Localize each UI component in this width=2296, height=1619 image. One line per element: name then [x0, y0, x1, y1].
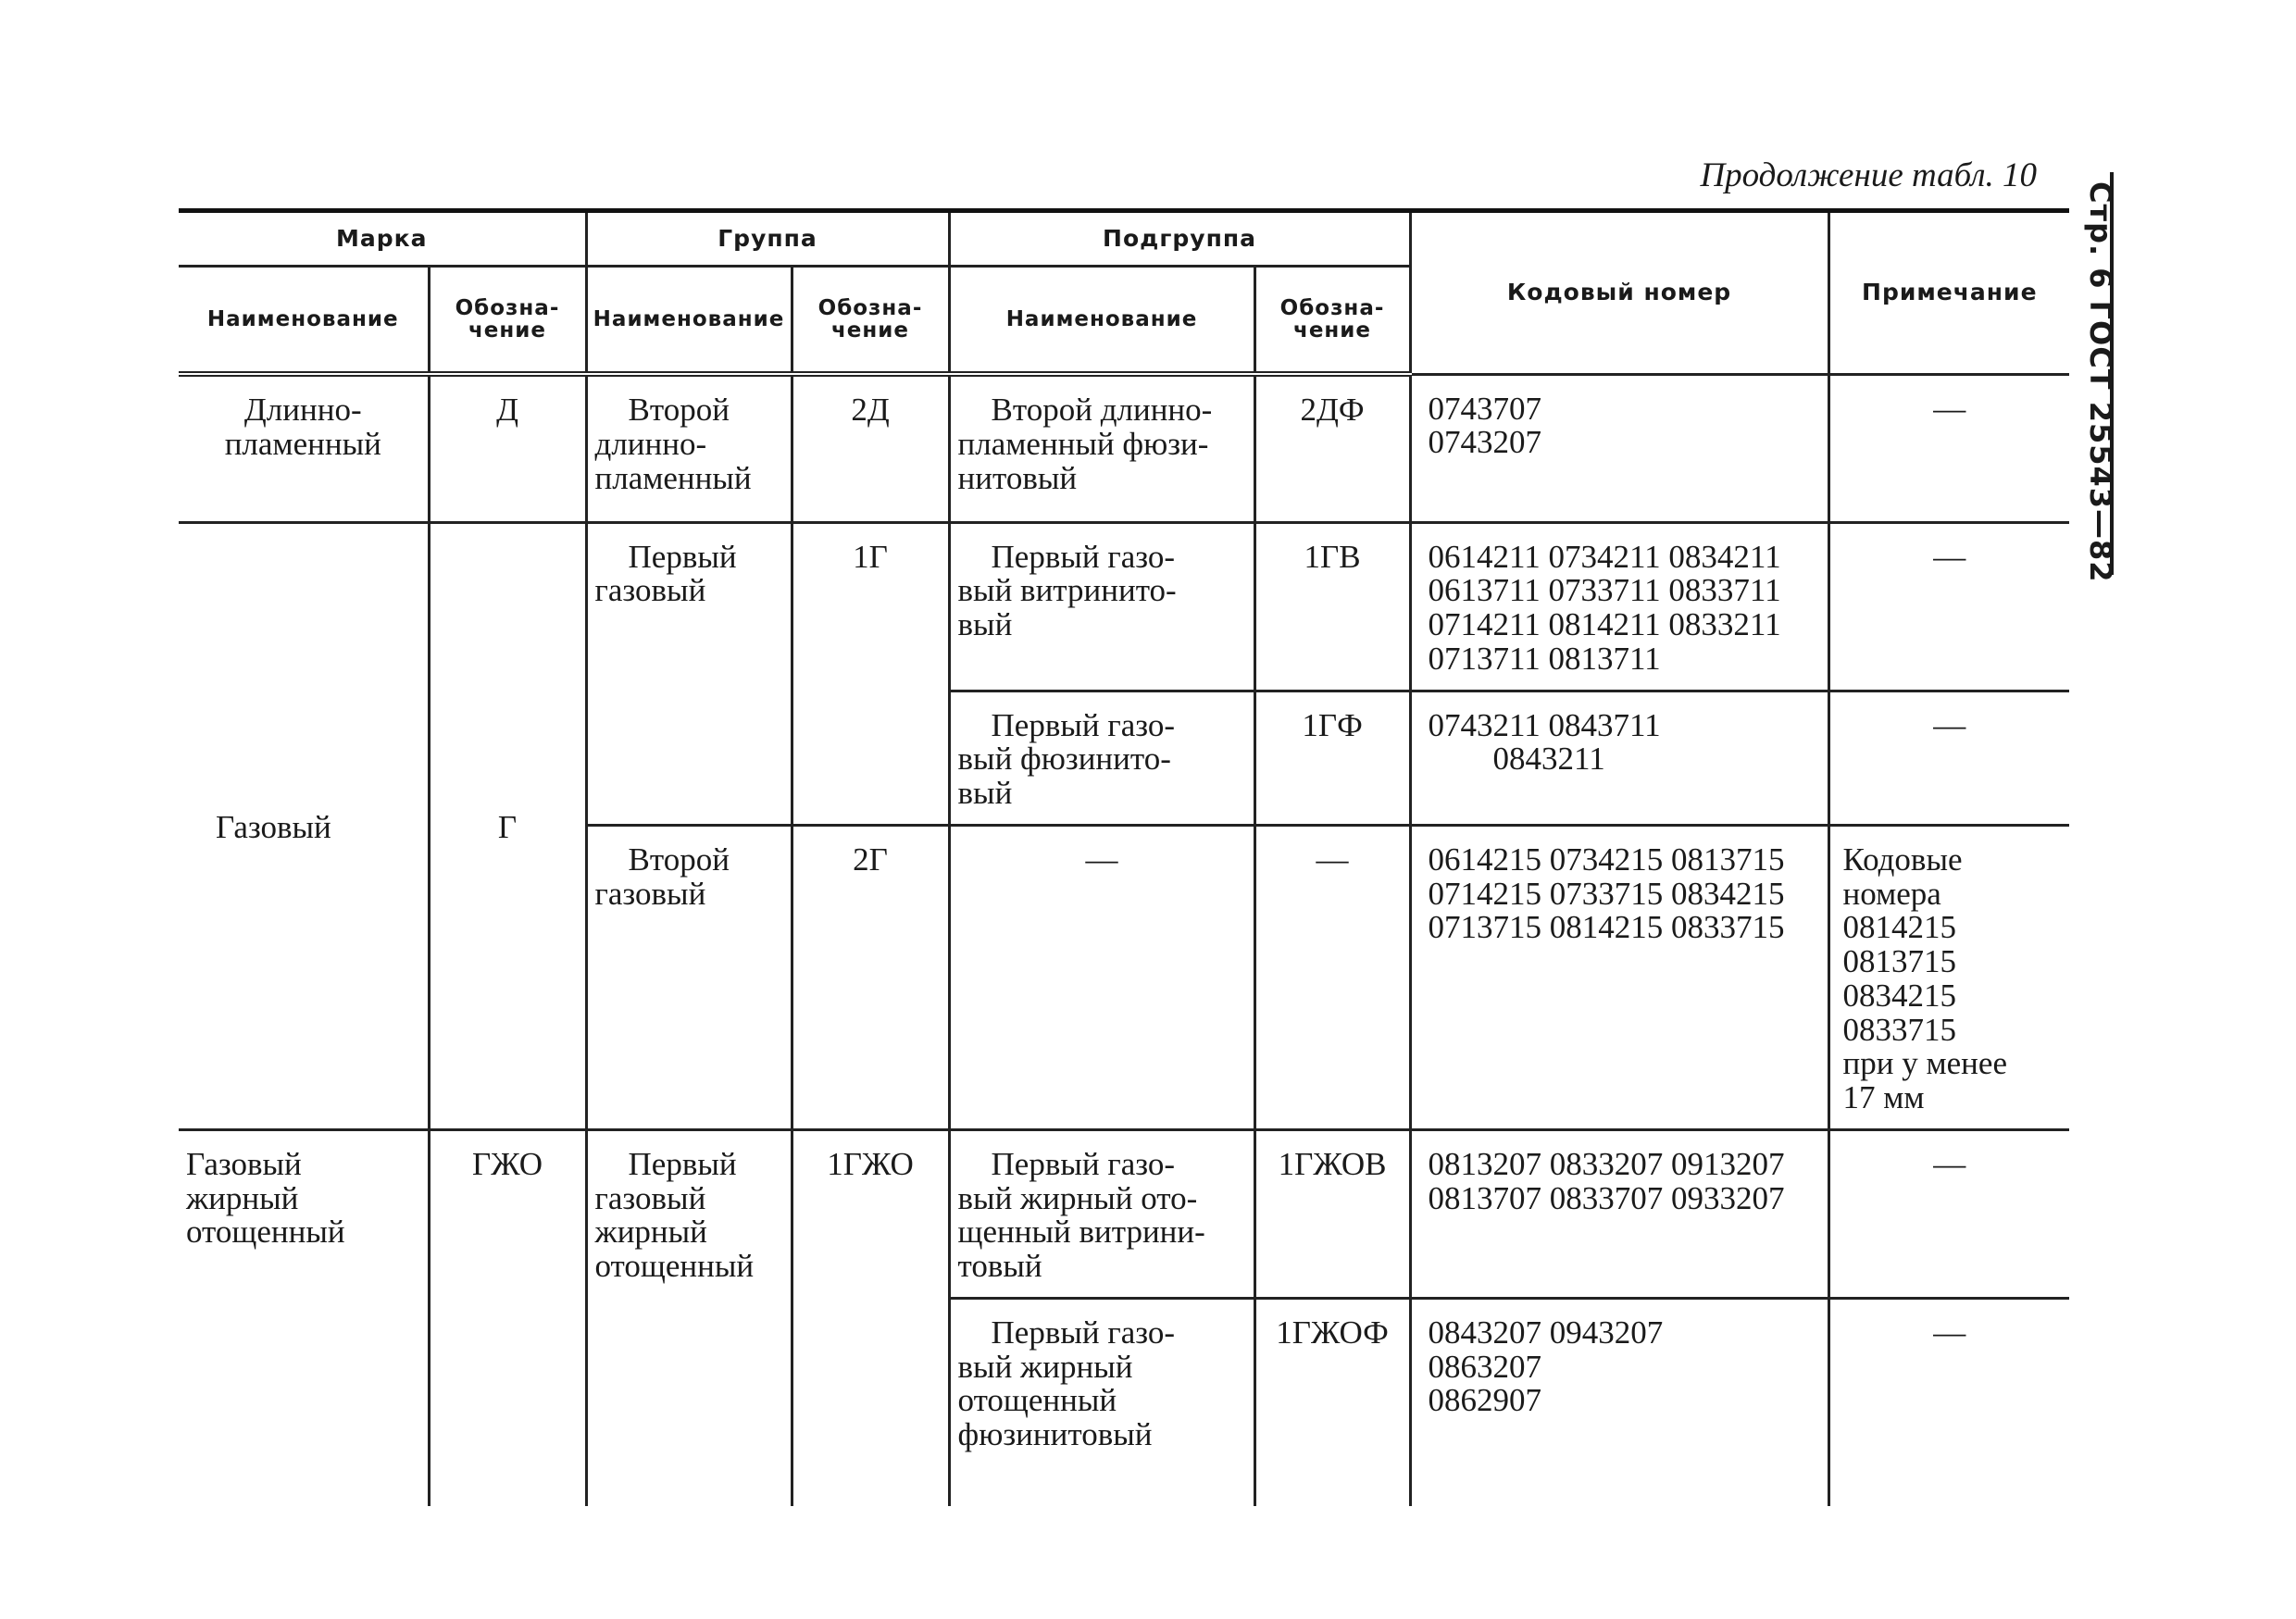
header-primechanie: Примечание: [1828, 211, 2069, 375]
header-marka-name: Наименование: [179, 267, 429, 375]
marka-code-cell: Д: [429, 374, 586, 522]
note-cell: —: [1828, 522, 2069, 691]
marka-name-text: Газовый: [216, 808, 331, 845]
group-code-cell: 2Г: [792, 825, 949, 1129]
subgroup-code-cell: 1ГФ: [1254, 691, 1410, 825]
subgroup-name-cell: Первый газо- вый жирный ото- щенный витрини- товый: [949, 1129, 1254, 1298]
note-cell: Кодовые номера 0814215 0813715 0834215 0833715 при y менее 17 мм: [1828, 825, 2069, 1129]
table-row: [179, 522, 2069, 691]
group-name-cell: Первый газовый: [586, 522, 792, 825]
subgroup-name-cell: Первый газо- вый жирный отощенный фюзинитовый: [949, 1298, 1254, 1506]
table-row: [179, 1129, 2069, 1298]
table-caption: Продолжение табл. 10: [1700, 156, 2037, 194]
group-code-cell: 2Д: [792, 374, 949, 522]
marka-name-cell: Газовый жирный отощенный: [179, 1129, 429, 1506]
header-marka-code: Обозна- чение: [429, 267, 586, 375]
subgroup-name-cell: Первый газо- вый фюзинито- вый: [949, 691, 1254, 825]
code-numbers-cell: 0614211 0734211 0834211 0613711 0733711 0833711 0714211 0814211 0833211 0713711 0813711: [1410, 522, 1828, 691]
subgroup-code-cell: 1ГЖОФ: [1254, 1298, 1410, 1506]
header-marka: Марка: [179, 211, 586, 267]
note-cell: —: [1828, 374, 2069, 522]
note-cell: —: [1828, 1298, 2069, 1506]
header-podgruppa-code: Обозна- чение: [1254, 267, 1410, 375]
marka-name-cell: [179, 522, 429, 1129]
note-cell: —: [1828, 1129, 2069, 1298]
group-name-cell: Второй длинно- пламенный: [586, 374, 792, 522]
header-podgruppa-name: Наименование: [949, 267, 1254, 375]
code-numbers-cell: 0813207 0833207 0913207 0813707 0833707 0933207: [1410, 1129, 1828, 1298]
group-name-cell: Первый газовый жирный отощенный: [586, 1129, 792, 1506]
group-name-cell: Второй газовый: [586, 825, 792, 1129]
subgroup-code-cell: —: [1254, 825, 1410, 1129]
header-gruppa: Группа: [586, 211, 949, 267]
header-podgruppa: Подгруппа: [949, 211, 1410, 267]
subgroup-code-cell: 1ГЖОВ: [1254, 1129, 1410, 1298]
note-cell: —: [1828, 691, 2069, 825]
subgroup-name-cell: Первый газо- вый витринито- вый: [949, 522, 1254, 691]
header-gruppa-code: Обозна- чение: [792, 267, 949, 375]
marka-code-cell: ГЖО: [429, 1129, 586, 1506]
code-numbers-cell: 0743211 0843711 0843211: [1410, 691, 1828, 825]
subgroup-code-cell: 1ГВ: [1254, 522, 1410, 691]
code-numbers-cell: 0843207 0943207 0863207 0862907: [1410, 1298, 1828, 1506]
code-numbers-cell: 0743707 0743207: [1410, 374, 1828, 522]
subgroup-code-cell: 2ДФ: [1254, 374, 1410, 522]
table-row: [179, 374, 2069, 522]
header-kod: Кодовый номер: [1410, 211, 1828, 375]
side-page-label: Стр. 6 ГОСТ 25543—82: [2083, 181, 2118, 583]
marka-name-cell: Длинно- пламенный: [179, 374, 429, 522]
coal-classification-table: [179, 208, 2069, 1506]
group-code-cell: 1Г: [792, 522, 949, 825]
subgroup-name-cell: Второй длинно- пламенный фюзи- нитовый: [949, 374, 1254, 522]
marka-code-cell: Г: [429, 522, 586, 1129]
code-numbers-cell: 0614215 0734215 0813715 0714215 0733715 0834215 0713715 0814215 0833715: [1410, 825, 1828, 1129]
group-code-cell: 1ГЖО: [792, 1129, 949, 1506]
subgroup-name-cell: —: [949, 825, 1254, 1129]
header-gruppa-name: Наименование: [586, 267, 792, 375]
